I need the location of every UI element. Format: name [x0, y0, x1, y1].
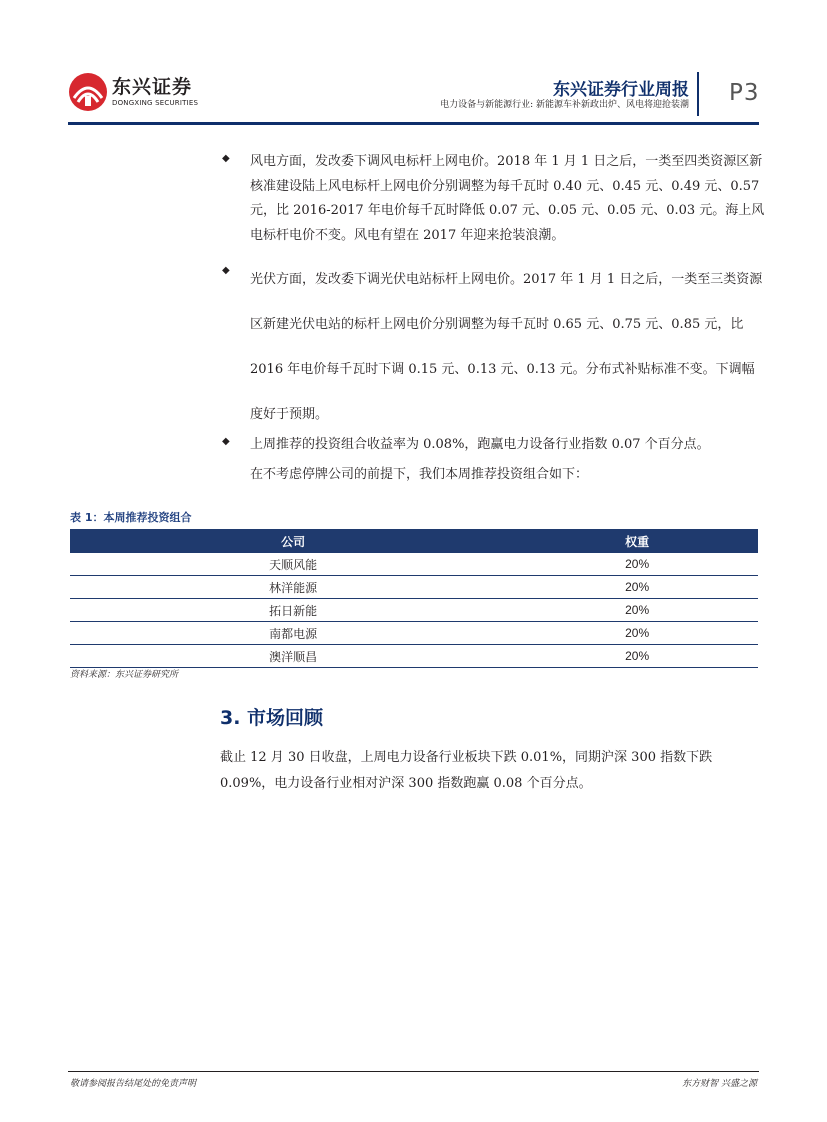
footer-slogan: 东方财智 兴盛之源 [682, 1079, 757, 1089]
table-row [70, 576, 758, 599]
company-cell: 天顺风能 [70, 553, 516, 576]
table-caption: 表 1：本周推荐投资组合 [70, 511, 192, 524]
weight-cell: 20% [516, 645, 758, 668]
header-divider [697, 72, 699, 116]
section-title: 3. 市场回顾 [220, 707, 324, 729]
footer-rule [68, 1071, 759, 1072]
diamond-bullet-icon: ◆ [222, 153, 230, 164]
diamond-bullet-icon: ◆ [222, 436, 230, 447]
weight-cell: 20% [516, 599, 758, 622]
table-row [70, 622, 758, 645]
company-cell: 拓日新能 [70, 599, 516, 622]
page-header [0, 0, 827, 130]
portfolio-table [70, 529, 758, 668]
bullet-text: 上周推荐的投资组合收益率为 0.08%，跑赢电力设备行业指数 0.07 个百分点。 [250, 437, 710, 452]
table-source-note: 资料来源：东兴证券研究所 [70, 670, 179, 680]
dongxing-logo-icon [68, 72, 108, 112]
dongxing-logo [68, 72, 228, 116]
table-header-row [70, 529, 758, 553]
report-title: 东兴证券行业周报 [553, 80, 689, 100]
market-review-paragraph: 截止 12 月 30 日收盘，上周电力设备行业板块下跌 0.01%，同期沪深 300 指数下跌 0.09%，电力设备行业相对沪深 300 指数跑赢 0.08 个百分点。 [220, 750, 713, 791]
bullet-text: 光伏方面，发改委下调光伏电站标杆上网电价。2017 年 1 月 1 日之后，一类至三类资源区新建光伏电站的标杆上网电价分别调整为每千瓦时 0.65 元、0.75 元、0.85 元，比 2016 年电价每千瓦时下调 0.15 元、0.13 元、0.13 元。分布式补贴标准不变。下调幅度好于预期。 [250, 272, 763, 422]
company-cell: 澳洋顺昌 [70, 645, 516, 668]
company-cell: 南都电源 [70, 622, 516, 645]
weight-cell: 20% [516, 622, 758, 645]
table-row [70, 553, 758, 576]
bullet-followup-text: 在不考虑停牌公司的前提下，我们本周推荐投资组合如下： [250, 467, 589, 482]
footer-disclaimer: 敬请参阅报告结尾处的免责声明 [70, 1079, 197, 1089]
weight-cell: 20% [516, 576, 758, 599]
header-rule [68, 122, 759, 125]
report-subtitle: 电力设备与新能源行业: 新能源车补新政出炉、风电将迎抢装潮 [440, 100, 689, 110]
bullet-portfolio [250, 430, 765, 490]
logo-chinese-name: 东兴证券 [112, 76, 193, 98]
column-header-company: 公司 [70, 529, 516, 553]
diamond-bullet-icon: ◆ [222, 265, 230, 276]
bullet-photovoltaic [250, 257, 765, 437]
company-cell: 林洋能源 [70, 576, 516, 599]
table-row [70, 645, 758, 668]
table-row [70, 599, 758, 622]
weight-cell: 20% [516, 553, 758, 576]
page-number: P3 [729, 80, 760, 106]
bullet-wind-power [250, 150, 765, 248]
bullet-text: 风电方面，发改委下调风电标杆上网电价。2018 年 1 月 1 日之后，一类至四类资源区新核准建设陆上风电标杆上网电价分别调整为每千瓦时 0.40 元、0.45 元、0.49 元、0.57 元，比 2016-2017 年电价每千瓦时降低 0.07 元、0.05 元、0.05 元、0.03 元。海上风电标杆电价不变。风电有望在 2017 年迎来抢装浪潮。 [250, 154, 765, 243]
logo-english-name: DONGXING SECURITIES [112, 99, 199, 107]
column-header-weight: 权重 [516, 529, 758, 553]
